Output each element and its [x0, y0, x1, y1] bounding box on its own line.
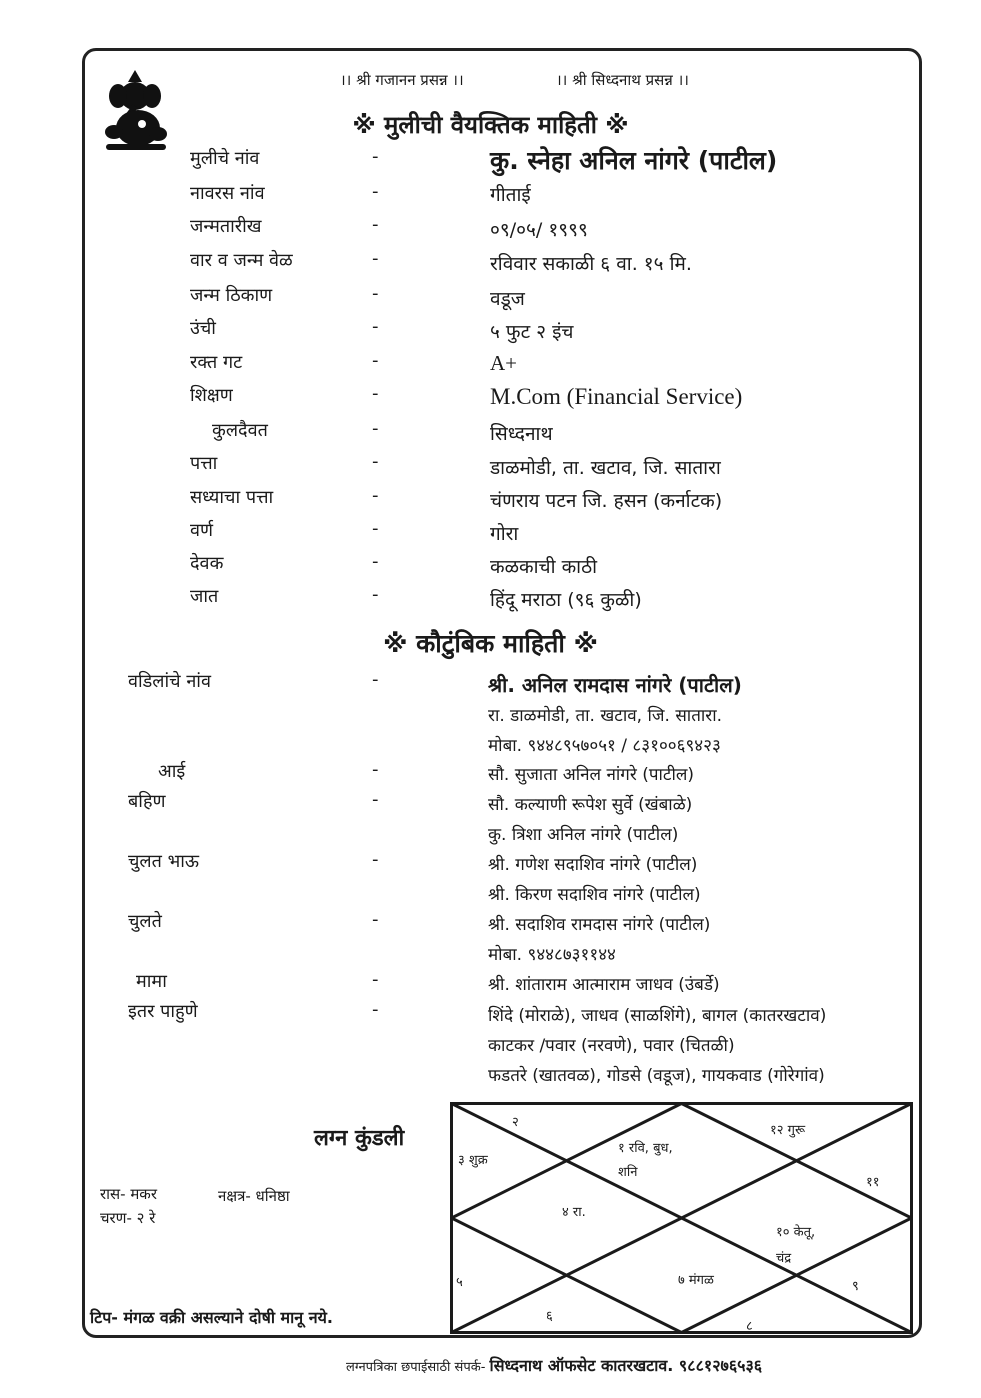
house-9: ९ [852, 1279, 859, 1294]
label-sister: बहिण [128, 791, 166, 812]
label-relatives: इतर पाहुणे [128, 1001, 198, 1022]
relatives-3: फडतरे (खातवळ), गोडसे (वडूज), गायकवाड (गोरेगांव) [488, 1066, 825, 1086]
label-dob: जन्मतारीख [190, 216, 262, 237]
value-birthplace: वडूज [490, 288, 525, 310]
house-11: ११ [866, 1175, 880, 1190]
house-8: ८ [746, 1319, 753, 1334]
value-naavras: गीताई [490, 184, 531, 206]
label-kuldaivat: कुलदैवत [212, 420, 268, 441]
value-complexion: गोरा [490, 523, 519, 545]
house-12: १२ गुरू [770, 1123, 806, 1138]
dash: - [372, 551, 379, 572]
value-blood-group: A+ [490, 351, 518, 375]
dash: - [372, 383, 379, 404]
label-cousin: चुलत भाऊ [128, 851, 200, 872]
value-devak: कळकाची काठी [490, 556, 598, 578]
sister-1: सौ. कल्याणी रूपेश सुर्वे (खंबाळे) [488, 795, 693, 815]
label-uncle: चुलते [128, 911, 162, 932]
value-caste: हिंदू मराठा (९६ कुळी) [490, 589, 642, 611]
invocation-left: ।। श्री गजानन प्रसन्न ।। [340, 71, 464, 89]
mangal-note: टिप- मंगळ वक्री असल्याने दोषी मानू नये. [90, 1308, 333, 1327]
personal-section-title: ※ मुलीची वैयक्तिक माहिती ※ [352, 111, 629, 139]
dash: - [372, 214, 379, 235]
value-current-address: चंणराय पटन जि. हसन (कर्नाटक) [490, 490, 723, 512]
dash: - [372, 999, 379, 1020]
label-father: वडिलांचे नांव [128, 671, 211, 692]
dash: - [372, 584, 379, 605]
dash: - [372, 518, 379, 539]
dash: - [372, 759, 379, 780]
label-caste: जात [190, 586, 219, 607]
family-section-title: ※ कौटुंबिक माहिती ※ [383, 629, 598, 658]
father-address: रा. डाळमोडी, ता. खटाव, जि. सातारा. [488, 706, 723, 726]
value-day-time: रविवार सकाळी ६ वा. १५ मि. [490, 253, 692, 275]
printer-footer [346, 1354, 762, 1376]
uncle-mobile: मोबा. ९४४८७३११४४ [488, 945, 616, 965]
dash: - [372, 418, 379, 439]
value-height: ५ फुट २ इंच [490, 321, 574, 343]
label-devak: देवक [190, 553, 224, 574]
charan: चरण- २ रे [100, 1209, 156, 1227]
sister-2: कु. त्रिशा अनिल नांगरे (पाटील) [488, 825, 679, 845]
dash: - [372, 669, 379, 690]
footer-press: सिध्दनाथ ऑफसेट कातरखटाव. ९८८१२७६५३६ [489, 1356, 763, 1375]
relatives-1: शिंदे (मोराळे), जाधव (साळशिंगे), बागल (कातरखटाव) [488, 1006, 827, 1026]
house-10-line-1: १० केतू, [776, 1225, 816, 1240]
house-2: २ [512, 1115, 519, 1130]
mama-name: श्री. शांताराम आत्माराम जाधव (उंबर्डे) [488, 975, 720, 995]
label-day-time: वार व जन्म वेळ [190, 250, 293, 271]
dash: - [372, 248, 379, 269]
label-birthplace: जन्म ठिकाण [190, 285, 273, 306]
house-1-line-2: शनि [618, 1165, 638, 1180]
house-10-line-2: चंद्र [776, 1251, 792, 1266]
rashi: रास- मकर [100, 1185, 157, 1203]
label-blood-group: रक्त गट [190, 352, 243, 373]
label-current-address: सध्याचा पत्ता [190, 487, 274, 508]
label-mother: आई [158, 761, 186, 782]
dash: - [372, 146, 379, 167]
value-education: M.Com (Financial Service) [490, 384, 743, 409]
label-address: पत्ता [190, 453, 218, 474]
dash: - [372, 969, 379, 990]
house-6: ६ [546, 1309, 553, 1324]
dash: - [372, 485, 379, 506]
bride-name: कु. स्नेहा अनिल नांगरे (पाटील) [490, 146, 778, 175]
house-3: ३ शुक्र [458, 1153, 488, 1168]
value-dob: ०९/०५/ १९९९ [490, 219, 588, 241]
house-7: ७ मंगळ [678, 1273, 714, 1288]
value-kuldaivat: सिध्दनाथ [490, 423, 553, 445]
nakshatra: नक्षत्र- धनिष्ठा [218, 1187, 290, 1205]
invocation-right: ।। श्री सिध्दनाथ प्रसन्न ।। [556, 71, 689, 89]
cousin-2: श्री. किरण सदाशिव नांगरे (पाटील) [488, 885, 701, 905]
house-5: ५ [456, 1275, 463, 1290]
label-height: उंची [190, 318, 216, 339]
label-mama: मामा [136, 971, 167, 992]
house-4: ४ रा. [562, 1205, 586, 1220]
cousin-1: श्री. गणेश सदाशिव नांगरे (पाटील) [488, 855, 698, 875]
label-education: शिक्षण [190, 385, 233, 406]
dash: - [372, 283, 379, 304]
dash: - [372, 316, 379, 337]
dash: - [372, 789, 379, 810]
house-1-line-1: १ रवि, बुध, [618, 1141, 673, 1156]
dash: - [372, 849, 379, 870]
father-mobile: मोबा. ९४४८९५७०५१ / ८३१००६९४२३ [488, 736, 721, 756]
father-name: श्री. अनिल रामदास नांगरे (पाटील) [488, 673, 742, 697]
kundali-chart [450, 1102, 913, 1334]
dash: - [372, 350, 379, 371]
uncle-name: श्री. सदाशिव रामदास नांगरे (पाटील) [488, 915, 711, 935]
dash: - [372, 451, 379, 472]
footer-prefix: लग्नपत्रिका छपाईसाठी संपर्क- [346, 1360, 486, 1375]
value-address: डाळमोडी, ता. खटाव, जि. सातारा [490, 457, 721, 479]
label-name: मुलीचे नांव [190, 148, 260, 169]
dash: - [372, 181, 379, 202]
label-naavras: नावरस नांव [190, 183, 265, 204]
relatives-2: काटकर /पवार (नरवणे), पवार (चितळी) [488, 1036, 735, 1056]
mother-name: सौ. सुजाता अनिल नांगरे (पाटील) [488, 765, 695, 785]
dash: - [372, 909, 379, 930]
label-complexion: वर्ण [190, 520, 214, 541]
kundali-title: लग्न कुंडली [314, 1126, 405, 1151]
